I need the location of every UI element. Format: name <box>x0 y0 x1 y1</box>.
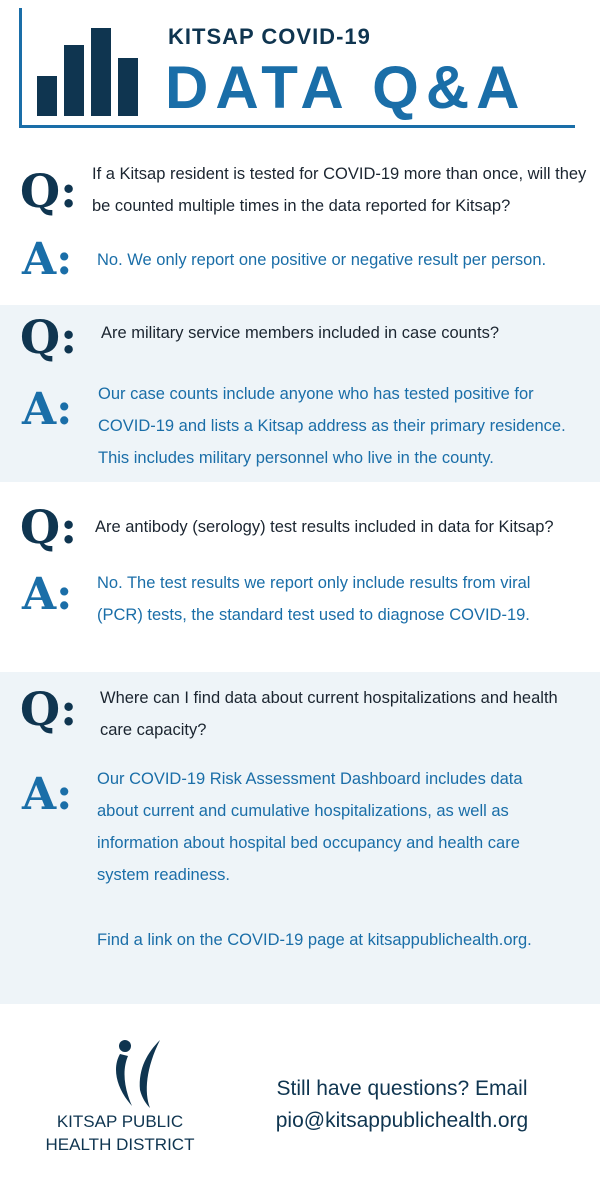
contact-cta <box>252 1073 552 1137</box>
contact-email: pio@kitsappublichealth.org <box>275 1109 529 1132</box>
q-mark: Q: <box>20 164 78 218</box>
a-mark: A: <box>22 384 73 435</box>
q-mark: Q: <box>20 682 78 736</box>
page-title: DATA Q&A <box>165 54 527 121</box>
contact-cta-line1: Still have questions? Email <box>276 1077 528 1100</box>
header-kicker: KITSAP COVID-19 <box>168 24 371 49</box>
question-text: If a Kitsap resident is tested for COVID-19 more than once, will they be counted multiple times in the data reported for Kitsap? <box>92 165 587 215</box>
header-frame-bottom <box>19 125 575 128</box>
answer-text: No. We only report one positive or negative result per person. <box>97 251 547 269</box>
header <box>0 0 600 140</box>
org-name-line1: KITSAP PUBLIC <box>56 1112 184 1131</box>
question-text: Where can I find data about current hospitalizations and health care capacity? <box>100 689 558 739</box>
qa-item-3 <box>0 482 600 672</box>
a-mark: A: <box>22 769 73 820</box>
answer-note: Find a link on the COVID-19 page at kitsappublichealth.org. <box>97 931 532 949</box>
q-mark: Q: <box>20 310 78 364</box>
header-frame-left <box>19 8 22 128</box>
qa-item-4 <box>0 672 600 1004</box>
kitsap-figure-logo <box>110 1038 164 1108</box>
answer-text: Our case counts include anyone who has tested positive for COVID-19 and lists a Kitsap address as their primary residence. This includes military personnel who live in the county. <box>98 385 566 467</box>
org-name <box>40 1110 200 1156</box>
a-mark: A: <box>22 569 73 620</box>
qa-item-1 <box>0 150 600 300</box>
answer-text: Our COVID-19 Risk Assessment Dashboard includes data about current and cumulative hospitalizations, as well as information about hospital bed occupancy and health care system readiness. <box>97 770 523 884</box>
a-mark: A: <box>22 234 73 285</box>
qa-item-2 <box>0 305 600 482</box>
answer-text: No. The test results we report only include results from viral (PCR) tests, the standard test used to diagnose COVID-19. <box>97 574 531 624</box>
question-text: Are antibody (serology) test results included in data for Kitsap? <box>95 518 554 536</box>
q-mark: Q: <box>20 500 78 554</box>
org-name-line2: HEALTH DISTRICT <box>45 1135 195 1154</box>
question-text: Are military service members included in case counts? <box>101 324 499 342</box>
